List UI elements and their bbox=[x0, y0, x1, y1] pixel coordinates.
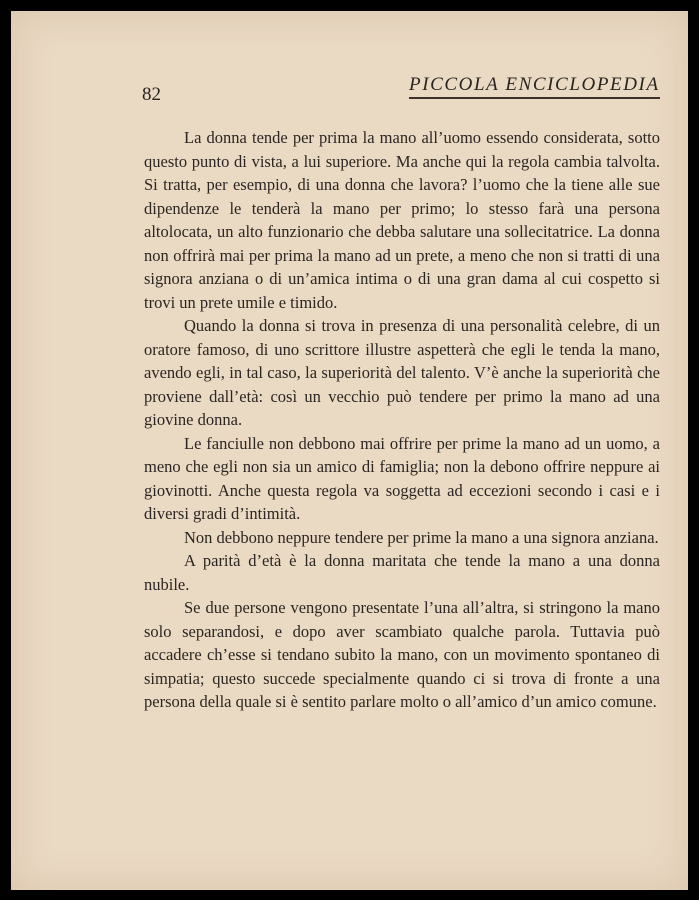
paragraph: Le fanciulle non debbono mai offrire per prime la mano ad un uomo, a meno che egli non sia un amico di famiglia; non la debono offrire neppure ai giovinotti. Anche questa regola va soggetta ad eccezioni secondo i casi e i diversi gradi d’intimità. bbox=[144, 433, 660, 523]
paragraph: La donna tende per prima la mano all’uomo essendo considerata, sotto questo punto di vista, a lui superiore. Ma anche qui la regola cambia talvolta. Si tratta, per esempio, di una donna che lavora? l’uomo che la tiene alle sue dipendenze le tenderà la mano per primo; lo stesso farà una persona altolocata, un alto funzionario che debba salutare una sollecitatrice. La donna non offrirà mai per prima la mano ad un prete, a meno che non si tratti di una signora anziana o di un’amica intima o di una gran dama al cui cospetto si trovi un prete umile e timido. bbox=[144, 128, 660, 312]
paragraph: Non debbono neppure tendere per prime la mano a una signora anziana. bbox=[184, 527, 659, 547]
page-number: 82 bbox=[142, 84, 161, 105]
book-page bbox=[11, 11, 688, 890]
running-header: PICCOLA ENCICLOPEDIA bbox=[409, 74, 660, 99]
body-text bbox=[144, 126, 660, 714]
paragraph: A parità d’età è la donna maritata che tende la mano a una donna nubile. bbox=[144, 551, 660, 594]
paragraph: Quando la donna si trova in presenza di una personalità celebre, di un oratore famoso, di uno scrittore illustre aspetterà che egli le tenda la mano, avendo egli, in tal caso, la superiorità del talento. V’è anche la superiorità che proviene dall’età: così un vecchio può tendere per primo la mano ad una giovine donna. bbox=[144, 316, 660, 429]
paragraph: Se due persone vengono presentate l’una all’altra, si stringono la mano solo separandosi, e dopo aver scambiato qualche parola. Tuttavia può accadere ch’esse si tendano subito la mano, con un movimento spontaneo di simpatia; questo succede specialmente quando ci si trova di fronte a una persona della quale si è sentito parlare molto o all’amico d’un amico comune. bbox=[144, 598, 660, 711]
